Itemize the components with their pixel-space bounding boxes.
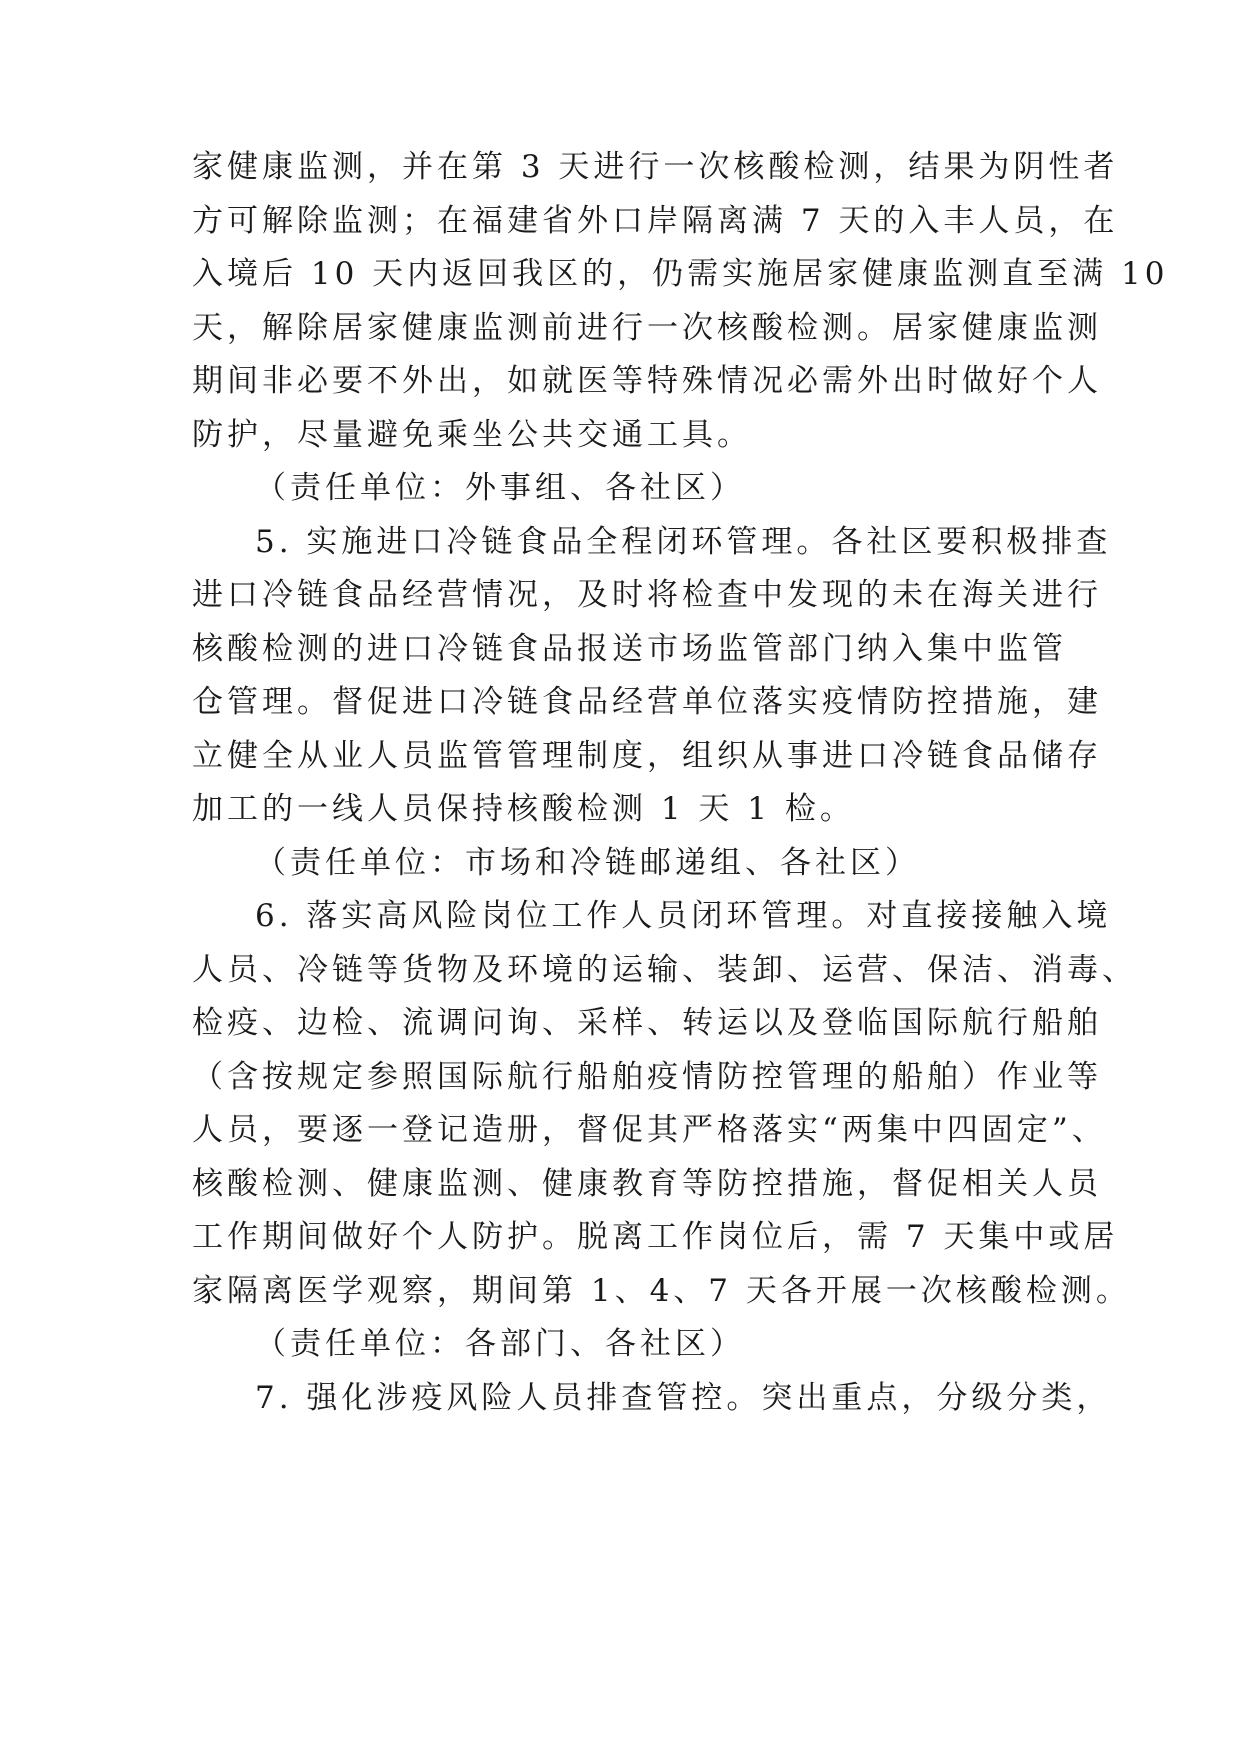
text-line: 天，解除居家健康监测前进行一次核酸检测。居家健康监测 [192, 310, 1102, 346]
responsibility-note: （责任单位：各部门、各社区） [255, 1326, 745, 1362]
text-line: 家健康监测，并在第 3 天进行一次核酸检测，结果为阴性者 [192, 149, 1119, 185]
text-line: 核酸检测、健康监测、健康教育等防控措施，督促相关人员 [192, 1166, 1102, 1202]
text-line: 家隔离医学观察，期间第 1、4、7 天各开展一次核酸检测。 [192, 1273, 1131, 1309]
text-line: 入境后 10 天内返回我区的，仍需实施居家健康监测直至满 10 [192, 256, 1169, 292]
responsibility-note: （责任单位：外事组、各社区） [255, 470, 745, 506]
section-heading: 7. 强化涉疫风险人员排查管控。突出重点，分级分类， [255, 1380, 1112, 1416]
text-line: 加工的一线人员保持核酸检测 1 天 1 检。 [192, 791, 855, 827]
text-line: 核酸检测的进口冷链食品报送市场监管部门纳入集中监管 [192, 631, 1067, 667]
text-line: 工作期间做好个人防护。脱离工作岗位后，需 7 天集中或居 [192, 1219, 1119, 1255]
text-line: 检疫、边检、流调问询、采样、转运以及登临国际航行船舶 [192, 1005, 1102, 1041]
text-line: 立健全从业人员监管管理制度，组织从事进口冷链食品储存 [192, 738, 1102, 774]
section-heading: 5. 实施进口冷链食品全程闭环管理。各社区要积极排查 [255, 524, 1112, 560]
text-line: 方可解除监测；在福建省外口岸隔离满 7 天的入丰人员，在 [192, 203, 1119, 239]
text-line: 仓管理。督促进口冷链食品经营单位落实疫情防控措施，建 [192, 684, 1102, 720]
text-line: 人员、冷链等货物及环境的运输、装卸、运营、保洁、消毒、 [192, 952, 1137, 988]
text-line: 防护，尽量避免乘坐公共交通工具。 [192, 417, 752, 453]
text-line: 人员，要逐一登记造册，督促其严格落实“两集中四固定”、 [192, 1112, 1107, 1148]
responsibility-note: （责任单位：市场和冷链邮递组、各社区） [255, 845, 920, 881]
text-line: （含按规定参照国际航行船舶疫情防控管理的船舶）作业等 [192, 1059, 1102, 1095]
section-heading: 6. 落实高风险岗位工作人员闭环管理。对直接接触入境 [255, 898, 1112, 934]
text-line: 期间非必要不外出，如就医等特殊情况必需外出时做好个人 [192, 363, 1102, 399]
text-line: 进口冷链食品经营情况，及时将检查中发现的未在海关进行 [192, 577, 1102, 613]
